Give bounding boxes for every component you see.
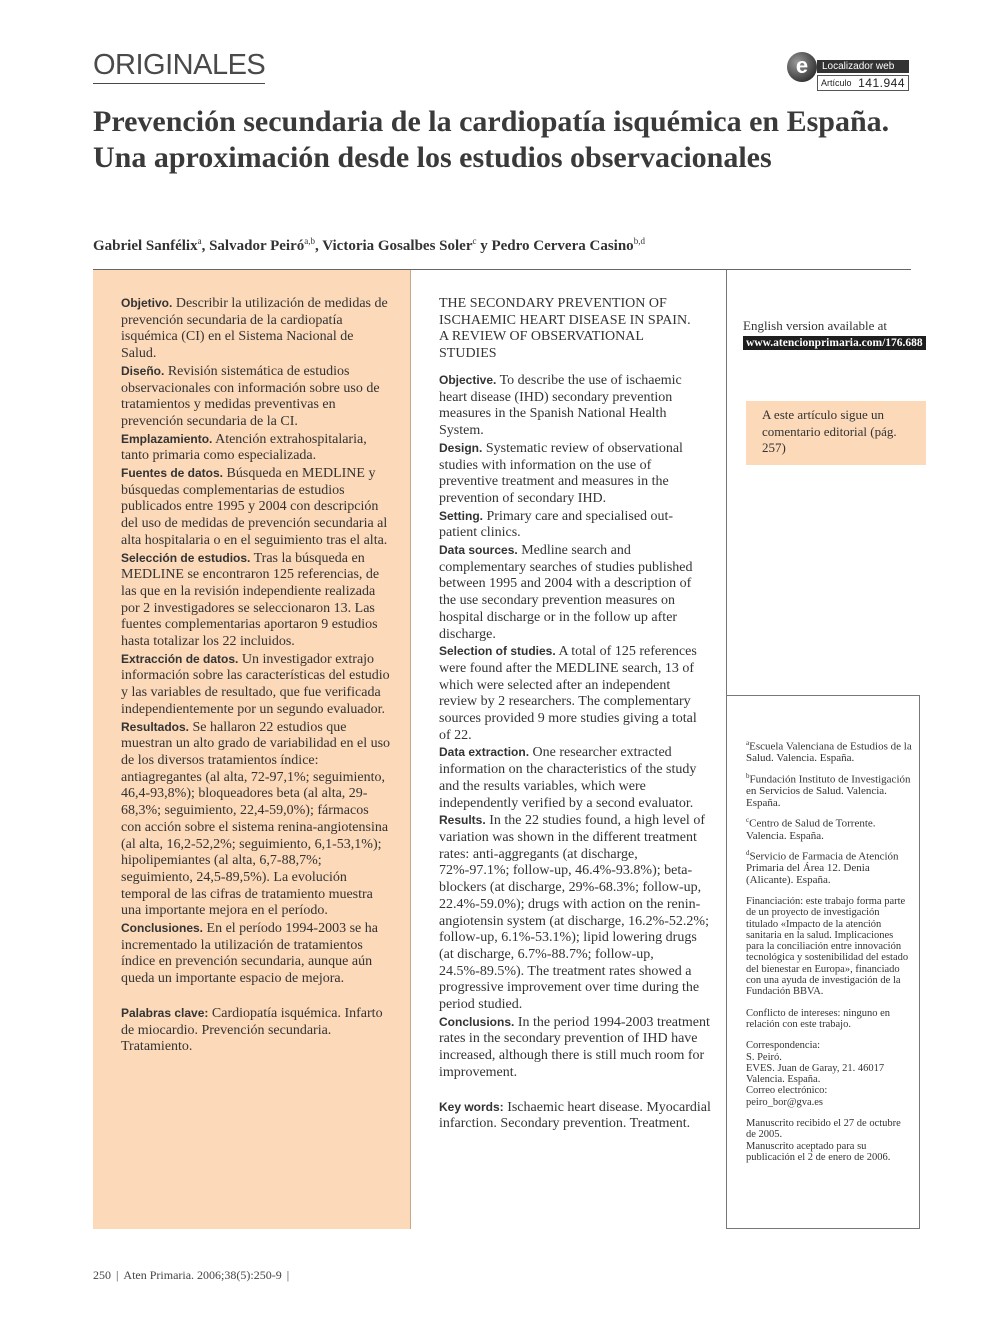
section-text-en: In the 22 studies found, a high level of variation was shown in the different treatment rates: anti-aggregants (at discharge, 72%-97.1%; follow-up, 46.4%-93.8%); beta-blockers (at discharge, 29%-68.3%; follow-up, 22.4%-59.0%); drugs with action on the renin-angiotensin system (at discharge, 16.2%-52.2%; follow-up, 6.1%-53.1%); lipid lowering drugs (at discharge, 6.7%-88.7%; follow-up, 24.5%-89.5%). The treatment rates showed a progressive improvement over time during the period studied.	[439, 813, 709, 1013]
abstract-section	[121, 431, 391, 465]
correspondencia-address2: Valencia. España.	[746, 1074, 821, 1086]
abstract-section	[439, 542, 711, 643]
article-label: Artículo	[821, 78, 852, 88]
footer-separator: |	[286, 1268, 290, 1282]
section-label-en: Objective.	[439, 373, 497, 387]
editorial-note: A este artículo sigue un comentario editorial (pág. 257)	[746, 401, 926, 465]
column-divider	[726, 270, 727, 695]
article-title: Prevención secundaria de la cardiopatía isquémica en España. Una aproximación desde los estudios observacionales	[93, 105, 890, 174]
author-name: Salvador Peiró	[209, 238, 305, 254]
section-text-es: Revisión sistemática de estudios observacionales con información sobre uso de tratamientos y medidas preventivas en prevención secundaria de la CI.	[121, 363, 380, 429]
abstract-section	[439, 1014, 711, 1082]
section-label-es: Emplazamiento.	[121, 431, 213, 446]
abstract-section	[439, 744, 711, 812]
author-name: Victoria Gosalbes Soler	[322, 238, 473, 254]
section-text-es: Se hallaron 22 estudios que muestran un alto grado de variabilidad en el uso de los diversos tratamientos índice: antiagregantes (al alta, 72-97,1%; seguimiento, 46,4-93,8%); bloqueadores beta (al alta, 29-68,3%; seguimiento, 22,4-59,0%); fármacos con acción sobre el sistema renina-angiotensina (al alta, 16,2-52,2%; seguimiento, 6,1-53,1%); hipolipemiantes (al alta, 6,7-88,7%; seguimiento, 24,5-89,5%). La evolución temporal de las cifras de tratamiento muestra una importante mejora en el período.	[121, 719, 391, 919]
affiliation-sup: c	[746, 816, 750, 825]
page-number: 250	[93, 1268, 111, 1282]
section-label: ORIGINALES	[93, 48, 265, 84]
author-separator: ,	[314, 238, 323, 254]
financiacion-note: Financiación: este trabajo forma parte de un proyecto de investigación titulado «Impacto de la atención sanitaria en la salud. Implicaciones para la conciliación entre innovación tecnológica y sostenibilidad del estado del bienestar en Europa», financiado con una ayuda de investigación de la Fundación BBVA.	[746, 896, 909, 998]
affiliation-sup: a	[746, 739, 750, 747]
section-text-es: Describir la utilización de medidas de prevención secundaria de la cardiopatía isquémica (CI) en el Sistema Nacional de Salud.	[121, 296, 388, 362]
section-label-en: Data sources.	[439, 543, 518, 558]
abstract-section	[121, 550, 391, 651]
email-link[interactable]: peiro_bor@gva.es	[746, 1096, 824, 1108]
conflicto-note: Conflicto de intereses: ninguno en relación con este trabajo.	[746, 1007, 891, 1030]
author-affil-sup: b,d	[633, 236, 645, 246]
localizador-web-badge[interactable]	[787, 52, 909, 92]
author-name: Pedro Cervera Casino	[491, 238, 634, 254]
section-text-en: Medline search and complementary searches of studies published between 1995 and 2004 with a description of the use secondary prevention measures on hospital discharge or in the follow up after discharge.	[439, 543, 693, 642]
abstract-section	[439, 643, 711, 744]
section-label-en: Conclusions.	[439, 1014, 515, 1029]
author-affil-sup: a,b	[304, 236, 315, 246]
journal-citation: Aten Primaria. 2006;38(5):250-9	[123, 1268, 282, 1282]
affiliation-sup: b	[746, 771, 750, 780]
author-list	[93, 236, 913, 255]
keywords-text-es: Cardiopatía isquémica. Infarto de miocardio. Prevención secundaria. Tratamiento.	[121, 1005, 383, 1055]
manuscrito-recibido: Manuscrito recibido el 27 de octubre de 2005.	[746, 1118, 901, 1141]
correspondencia-block	[746, 1040, 912, 1108]
article-notes	[746, 896, 912, 1173]
author-affil-sup: c	[472, 236, 477, 246]
section-text-en: One researcher extracted information on the characteristics of the study and the results variables, which were independently verified by a second evaluator.	[439, 745, 697, 811]
affiliation-text: Centro de Salud de Torrente. Valencia. España.	[746, 817, 876, 842]
correspondencia-address1: EVES. Juan de Garay, 21. 46017	[746, 1062, 885, 1074]
author-conjunction: y	[476, 238, 492, 254]
localizador-label: Localizador web	[817, 60, 909, 73]
affiliation-item	[746, 738, 916, 765]
affiliation-text: Escuela Valenciana de Estudios de la Salud. Valencia. España.	[746, 740, 912, 765]
email-label: Correo electrónico:	[746, 1085, 828, 1097]
keywords-es	[121, 1005, 391, 1056]
section-text-en: Primary care and specialised out-patient clinics.	[439, 508, 674, 541]
keywords-label-es: Palabras clave:	[121, 1005, 209, 1020]
affiliation-item	[746, 771, 916, 809]
section-label-en: Design.	[439, 440, 483, 455]
section-text-en: To describe the use of ischaemic heart disease (IHD) secondary prevention measures in the Spanish National Health System.	[439, 373, 682, 439]
affiliation-text: Servicio de Farmacia de Atención Primaria del Área 12. Denia (Alicante). España.	[746, 850, 899, 886]
manuscrito-aceptado: Manuscrito aceptado para su publicación el 2 de enero de 2006.	[746, 1140, 891, 1163]
abstract-section	[121, 465, 391, 550]
section-text-es: Tras la búsqueda en MEDLINE se encontraron 125 referencias, de las que en la revisión independiente realizada por 2 investigadores se seleccionaron 13. Las fuentes complementarias aportaron 9 estudios hasta totalizar los 22 incluidos.	[121, 550, 380, 650]
abstract-spanish	[93, 270, 411, 1229]
abstract-section	[121, 651, 391, 719]
manuscrito-dates	[746, 1118, 912, 1163]
section-label-es: Fuentes de datos.	[121, 466, 224, 481]
section-text-en: In the period 1994-2003 treatment rates in the secondary prevention of IHD have increased, although there is still much room for improvement.	[439, 1014, 710, 1080]
page-footer	[93, 1268, 294, 1283]
abstract-section	[121, 295, 391, 363]
section-text-en: A total of 125 references were found after the MEDLINE search, 13 of which were selected after an independent review by 2 researchers. The complementary sources provided 9 more studies giving a total of 22.	[439, 644, 697, 743]
abstract-english	[439, 372, 711, 1133]
affiliation-item	[746, 815, 916, 842]
english-version-text: English version available at	[743, 318, 888, 333]
abstract-section	[121, 920, 391, 988]
keywords-text-en: Ischaemic heart disease. Myocardial infarction. Secondary prevention. Treatment.	[439, 1099, 711, 1132]
author-affil-sup: a	[197, 236, 202, 246]
section-text-en: Systematic review of observational studies with information on the use of preventive treatment and measures in the prevention of secondary IHD.	[439, 440, 683, 506]
abstract-section	[439, 812, 711, 1013]
abstract-section	[439, 508, 711, 542]
keywords-en	[439, 1099, 711, 1133]
abstract-section	[121, 719, 391, 920]
section-text-es: Atención extrahospitalaria, tanto primaria como especializada.	[121, 431, 367, 464]
section-label-es: Conclusiones.	[121, 921, 204, 936]
abstract-section	[439, 372, 711, 440]
affiliation-text: Fundación Instituto de Investigación en Servicios de Salud. Valencia. España.	[746, 773, 911, 809]
section-label-es: Resultados.	[121, 719, 190, 734]
section-text-es: Búsqueda en MEDLINE y búsquedas complementarias de estudios publicados entre 1995 y 2004 con descripción del uso de medidas de prevención secundaria al alta hospitalaria o en el seguimiento tras el alta.	[121, 466, 388, 548]
english-title: THE SECONDARY PREVENTION OF ISCHAEMIC HEART DISEASE IN SPAIN. A REVIEW OF OBSERVATIONAL STUDIES	[439, 296, 691, 361]
section-label-en: Selection of studies.	[439, 644, 556, 659]
keywords-label-en: Key words:	[439, 1099, 504, 1114]
article-number: 141.944	[858, 76, 905, 90]
english-version-note	[743, 318, 933, 350]
correspondencia-name: S. Peiró.	[746, 1051, 782, 1063]
affiliation-item	[746, 848, 916, 886]
english-version-link[interactable]: www.atencionprimaria.com/176.688	[743, 336, 926, 350]
section-label-en: Data extraction.	[439, 745, 530, 760]
affiliation-sup: d	[746, 849, 750, 858]
section-label-en: Setting.	[439, 508, 483, 523]
section-label-es: Extracción de datos.	[121, 651, 239, 666]
abstract-section	[439, 440, 711, 508]
author-name: Gabriel Sanfélix	[93, 238, 198, 254]
affiliations	[746, 738, 916, 893]
section-text-es: En el período 1994-2003 se ha incrementado la utilización de tratamientos índice en prevención secundaria, aunque aún queda un importante espacio de mejora.	[121, 921, 378, 987]
e-logo-icon: e	[787, 52, 817, 82]
section-label-es: Selección de estudios.	[121, 550, 251, 565]
footer-separator: |	[116, 1268, 119, 1282]
abstract-section	[121, 363, 391, 431]
author-separator: ,	[201, 238, 210, 254]
correspondencia-label: Correspondencia:	[746, 1040, 821, 1052]
article-id-box	[817, 75, 909, 91]
section-text-es: Un investigador extrajo información sobre las características del estudio y las variables de resultado, que fue verificada independientemente por un segundo evaluador.	[121, 651, 390, 717]
section-label-es: Diseño.	[121, 363, 165, 378]
section-label-en: Results.	[439, 813, 486, 828]
section-label-es: Objetivo.	[121, 296, 173, 310]
